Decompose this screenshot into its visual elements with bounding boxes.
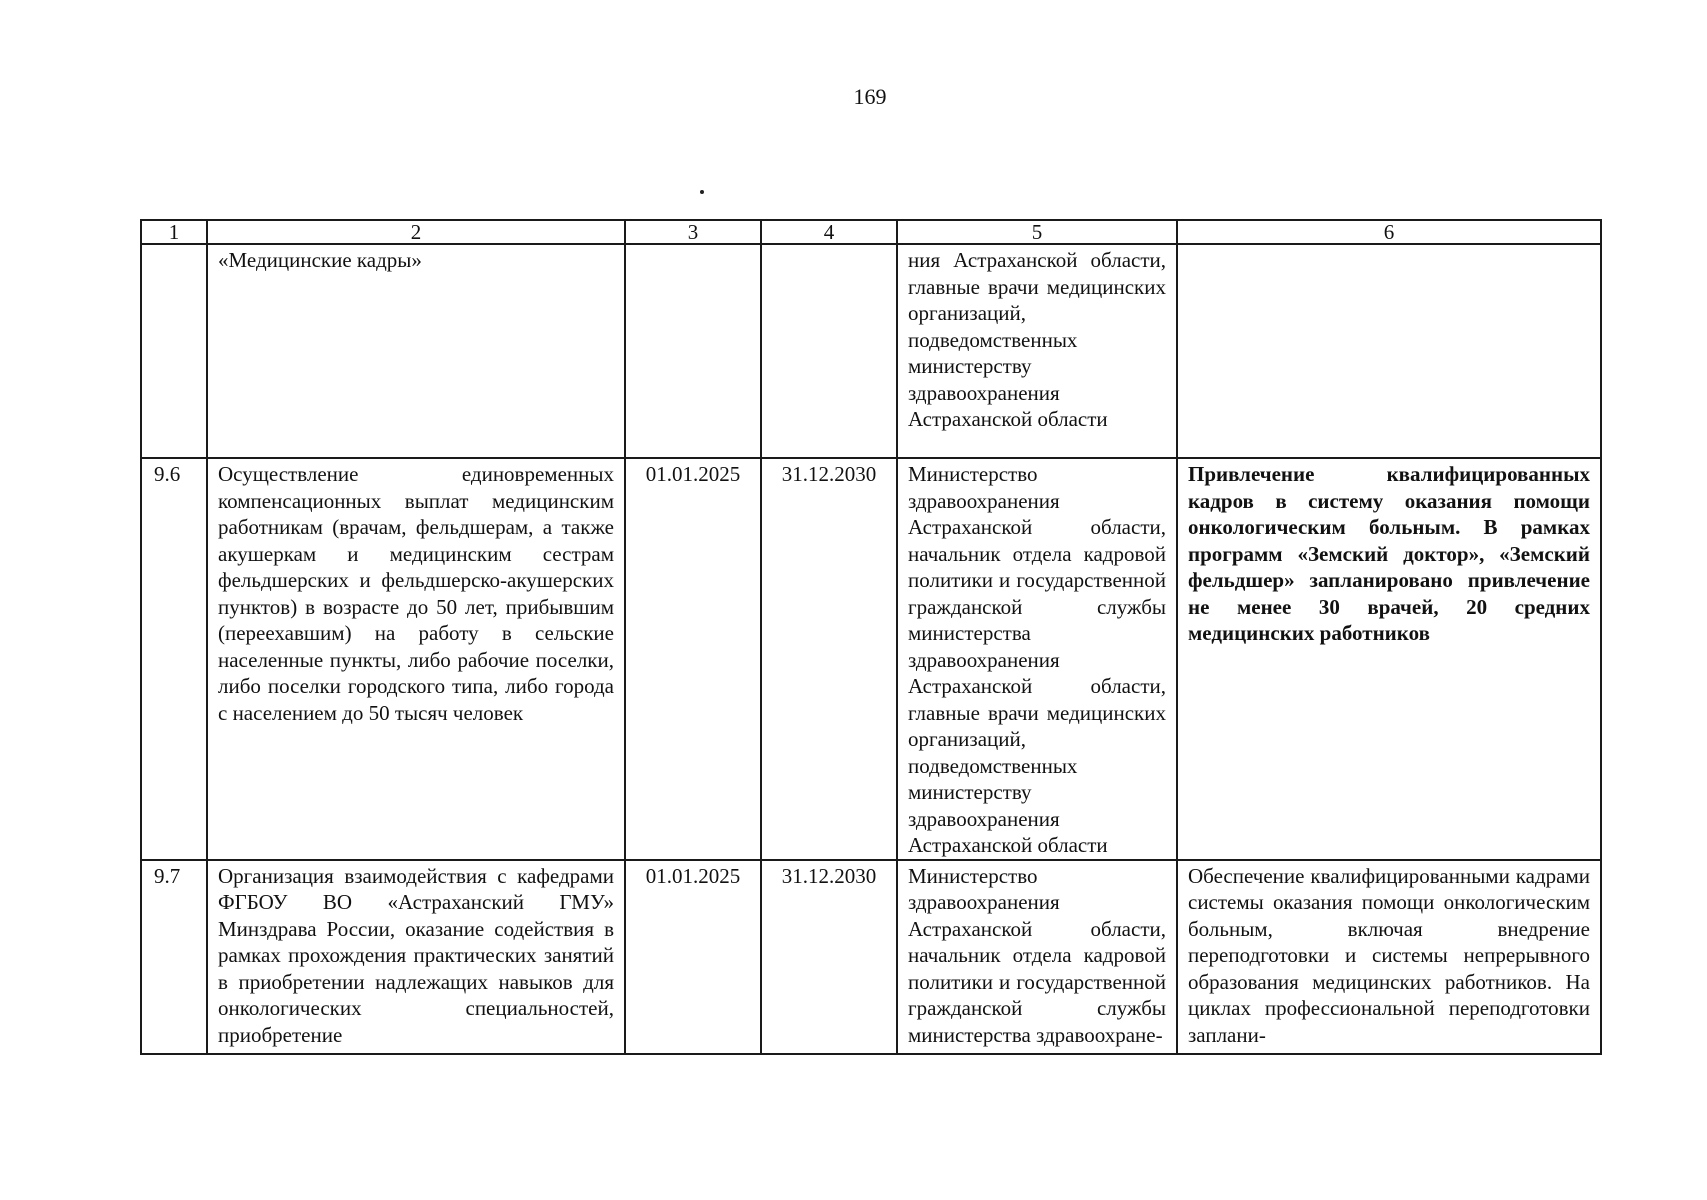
table-row (141, 860, 1601, 1054)
header-col-4: 4 (761, 220, 897, 244)
row-number (141, 244, 207, 458)
activity-cell: Осуществление единовременных компенсационных выплат медицинским работникам (врачам, фельдшерам, а также акушеркам и медицинским сестрам фельдшерских и фельдшерско-акушерских пунктов) в возрасте до 50 лет, прибывшим (переехавшим) на работу в сельские населенные пункты, либо рабочие поселки, либо поселки городского типа, либо города с населением до 50 тысяч человек (207, 458, 625, 860)
header-col-6: 6 (1177, 220, 1601, 244)
responsible-cell (897, 860, 1177, 1054)
result-text: Обеспечение квалифицированными кадрами системы оказания помощи онкологическим больным, включая внедрение переподготовки и системы непрерывного образования медицинских работников. На циклах профессиональной переподготовки заплани- (1188, 863, 1590, 1047)
row-number: 9.6 (141, 458, 207, 860)
table-row (141, 458, 1601, 860)
table-row (141, 244, 1601, 458)
responsible-cell: ния Астраханской области, главные врачи медицинских организаций, подведомственных министерству здравоохранения Астраханской области (897, 244, 1177, 458)
end-date-cell: 31.12.2030 (761, 458, 897, 860)
result-cell: Привлечение квалифицированных кадров в систему оказания помощи онкологическим больным. В рамках программ «Земский доктор», «Земский фельдшер» запланировано привлечение не менее 30 врачей, 20 средних медицинских работников (1177, 458, 1601, 860)
activities-table (140, 219, 1602, 1055)
header-row (141, 220, 1601, 244)
end-date-cell: 31.12.2030 (761, 860, 897, 1054)
responsible-text: Министерство здравоохранения Астраханской области, начальник отдела кадровой политики и государственной гражданской службы министерства здравоохране- (908, 863, 1166, 1047)
scan-speck (700, 190, 704, 194)
row-number: 9.7 (141, 860, 207, 1054)
start-date-cell: 01.01.2025 (625, 860, 761, 1054)
activity-text: Организация взаимодействия с кафедрами ФГБОУ ВО «Астраханский ГМУ» Минздрава России, оказание содействия в рамках прохождения практических занятий в приобретении надлежащих навыков для онкологических специальностей, приобретение (218, 863, 614, 1047)
responsible-cell: Министерство здравоохранения Астраханской области, начальник отдела кадровой политики и государственной гражданской службы министерства здравоохранения Астраханской области, главные врачи медицинских организаций, подведомственных министерству здравоохранения Астраханской области (897, 458, 1177, 860)
activity-cell (207, 860, 625, 1054)
start-date-cell (625, 244, 761, 458)
start-date-cell: 01.01.2025 (625, 458, 761, 860)
result-cell (1177, 860, 1601, 1054)
end-date-cell (761, 244, 897, 458)
activity-cell: «Медицинские кадры» (207, 244, 625, 458)
header-col-3: 3 (625, 220, 761, 244)
header-col-1: 1 (141, 220, 207, 244)
header-col-5: 5 (897, 220, 1177, 244)
header-col-2: 2 (207, 220, 625, 244)
page-number: 169 (853, 84, 887, 109)
result-cell (1177, 244, 1601, 458)
